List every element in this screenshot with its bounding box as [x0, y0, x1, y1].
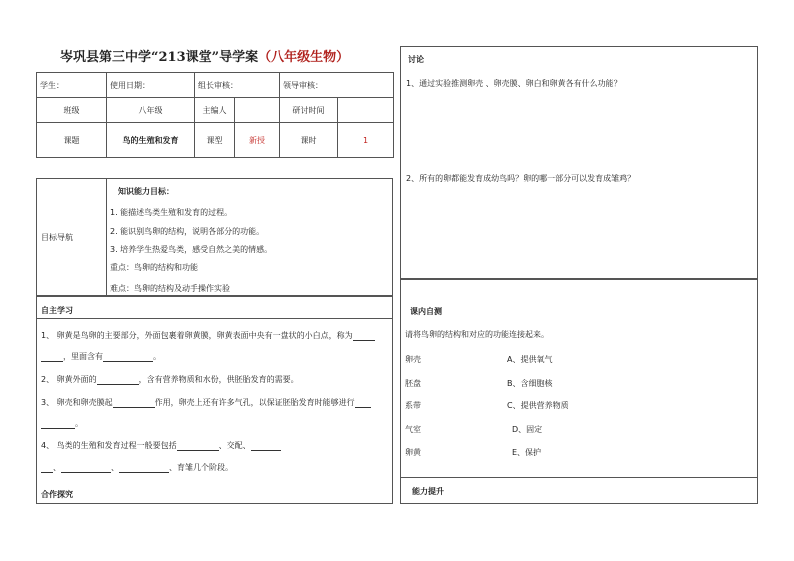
key-point: 重点：鸟卵的结构和功能 — [110, 263, 198, 272]
period-value: 1 — [338, 123, 394, 158]
goals-divider — [106, 178, 107, 296]
title-subject: （八年级生物） — [258, 50, 350, 65]
question-4-text-b: 、交配、 — [218, 441, 251, 450]
discussion-question-1: 1、通过实验推测卵壳 、卵壳膜、卵白和卵黄各有什么功能？ — [406, 79, 622, 88]
topic-value: 鸟的生殖和发育 — [107, 123, 195, 158]
blank-4[interactable] — [97, 375, 139, 385]
review-time-value — [338, 98, 394, 123]
blank-1[interactable] — [353, 331, 375, 341]
admin-review-cell: 领导审核： — [280, 73, 394, 98]
title-main: 岑巩县第三中学“213课堂”导学案 — [60, 50, 259, 65]
structure-item: 卵黄 — [405, 448, 421, 457]
question-3-text-a: 3、 卵壳和卵壳膜起 — [41, 398, 113, 407]
editor-value — [235, 98, 280, 123]
question-3-cont: 。 — [41, 418, 83, 429]
structure-item: 胚盘 — [405, 379, 421, 388]
structure-item: 气室 — [405, 425, 421, 434]
student-cell: 学生： — [37, 73, 107, 98]
blank-7[interactable] — [41, 419, 75, 429]
goal-item-3: 3. 培养学生热爱鸟类，感受自然之美的情感。 — [110, 245, 273, 254]
blank-10[interactable] — [41, 463, 53, 473]
self-study-heading: 自主学习 — [41, 306, 73, 315]
class-value: 八年级 — [107, 98, 195, 123]
function-item: C、提供营养物质 — [507, 401, 569, 410]
editor-label: 主编人 — [195, 98, 235, 123]
page-title — [60, 46, 390, 65]
cooperative-heading: 合作探究 — [41, 490, 73, 499]
difficulty-point: 难点：鸟卵的结构及动手操作实验 — [110, 284, 230, 293]
info-row-topic — [37, 123, 394, 158]
type-label: 课型 — [195, 123, 235, 158]
question-3 — [41, 397, 371, 408]
question-2-text-b: ，含有营养物质和水份，供胚胎发育的需要。 — [138, 375, 299, 384]
question-1-cont: ，里面含有 。 — [41, 351, 161, 362]
question-1-text: 1、 卵黄是鸟卵的主要部分，外面包裹着卵黄膜，卵黄表面中央有一盘状的小白点，称为 — [41, 331, 353, 340]
blank-2[interactable] — [41, 352, 63, 362]
function-item: B、含细胞核 — [507, 379, 553, 388]
question-1 — [41, 330, 375, 341]
function-item: D、固定 — [512, 425, 543, 434]
goals-section — [36, 178, 393, 296]
goals-heading: 知识能力目标： — [118, 187, 174, 196]
blank-8[interactable] — [177, 441, 219, 451]
discussion-question-2: 2、所有的卵都能发育成幼鸟吗？卵的哪一部分可以发育成雏鸡？ — [406, 174, 636, 183]
question-1-cont-text: ，里面含有 — [63, 352, 103, 361]
structure-item: 系带 — [405, 401, 421, 410]
improve-heading: 能力提升 — [412, 487, 444, 496]
goal-item-2: 2. 能识别鸟卵的结构，说明各部分的功能。 — [110, 227, 265, 236]
function-item: A、提供氧气 — [507, 355, 553, 364]
info-row-meta — [37, 73, 394, 98]
self-study-rule — [36, 318, 393, 319]
question-4-cont: 、 、 、育雏几个阶段。 — [41, 462, 233, 473]
self-test-heading: 课内自测 — [410, 307, 442, 316]
date-cell: 使用日期： — [107, 73, 195, 98]
question-4-text-c: 、育雏几个阶段。 — [169, 463, 233, 472]
question-4 — [41, 440, 281, 451]
structure-item: 卵壳 — [405, 355, 421, 364]
blank-5[interactable] — [113, 398, 155, 408]
improve-rule — [400, 477, 758, 478]
goal-item-1: 1. 能描述鸟类生殖和发育的过程。 — [110, 208, 233, 217]
question-4-text-a: 4、 鸟类的生殖和发育过程一般要包括 — [41, 441, 177, 450]
blank-9[interactable] — [251, 441, 281, 451]
goals-label: 目标导航 — [41, 233, 73, 242]
question-3-text-b: 作用，卵壳上还有许多气孔，以保证胚胎发育时能够进行 — [154, 398, 355, 407]
review-time-label: 研讨时间 — [280, 98, 338, 123]
blank-6[interactable] — [355, 398, 371, 408]
function-item: E、保护 — [512, 448, 542, 457]
question-2-text-a: 2、 卵黄外面的 — [41, 375, 97, 384]
self-test-section — [400, 279, 758, 504]
question-2 — [41, 374, 299, 385]
self-test-instruction: 请将鸟卵的结构和对应的功能连接起来。 — [405, 330, 549, 339]
period-label: 课时 — [280, 123, 338, 158]
topic-label: 课题 — [37, 123, 107, 158]
blank-11[interactable] — [61, 463, 111, 473]
leader-review-cell: 组长审核： — [195, 73, 280, 98]
discussion-heading: 讨论 — [408, 55, 424, 64]
info-row-class — [37, 98, 394, 123]
type-value: 新授 — [235, 123, 280, 158]
class-label: 班级 — [37, 98, 107, 123]
blank-12[interactable] — [119, 463, 169, 473]
blank-3[interactable] — [103, 352, 153, 362]
info-table — [36, 72, 394, 158]
